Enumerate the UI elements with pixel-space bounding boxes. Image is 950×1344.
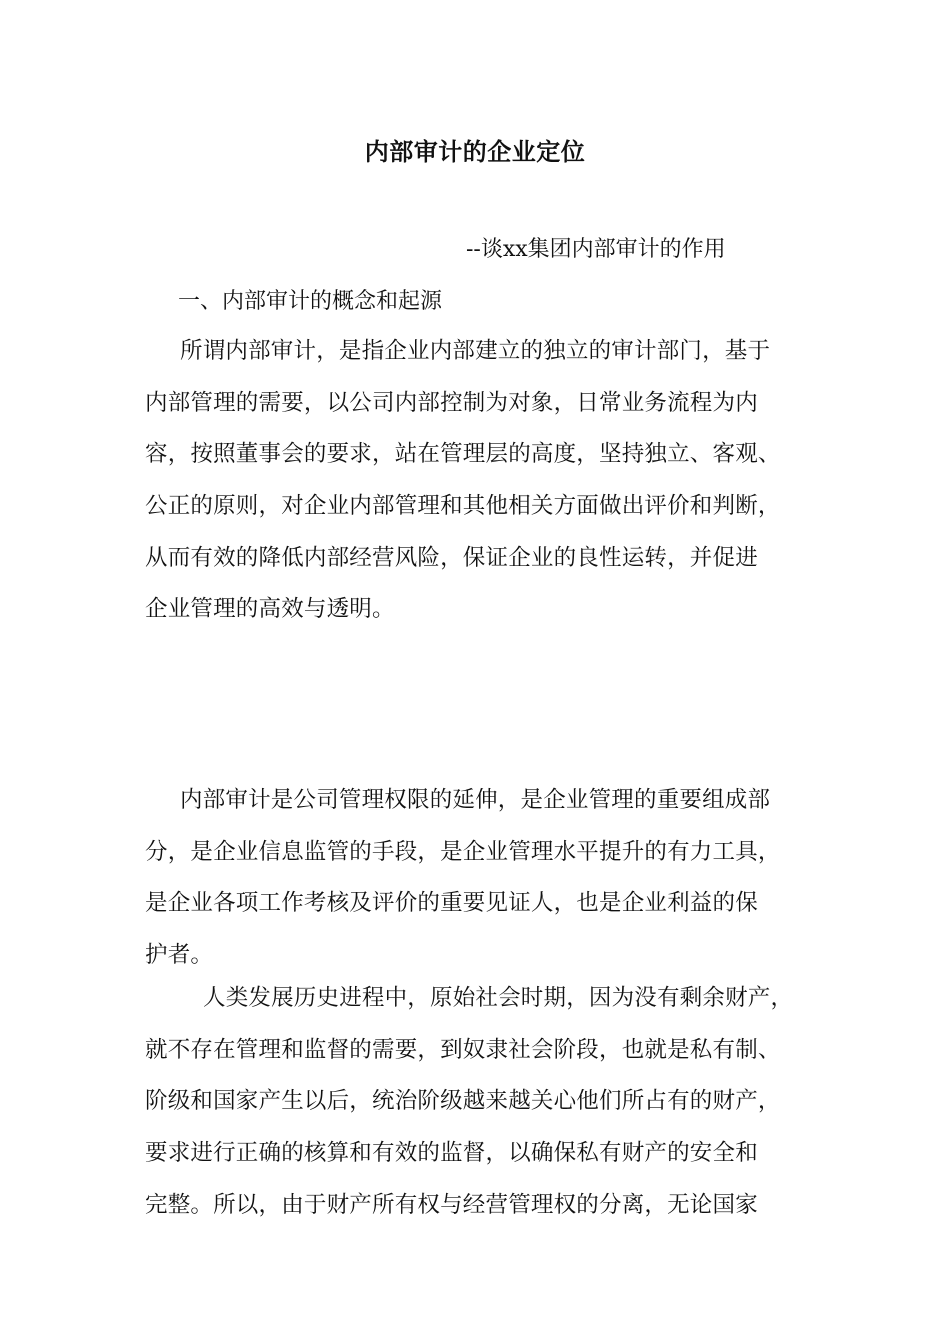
- document-subtitle: --谈xx集团内部审计的作用: [466, 237, 726, 262]
- paragraph-definition: [145, 326, 815, 636]
- paragraph-line: 分，是企业信息监管的手段，是企业管理水平提升的有力工具，: [145, 838, 781, 865]
- document-title: 内部审计的企业定位: [364, 138, 586, 166]
- paragraph-line: 内部审计是公司管理权限的延伸，是企业管理的重要组成部: [180, 787, 771, 813]
- paragraph-role: [145, 775, 815, 982]
- paragraph-line: 就不存在管理和监督的需要，到奴隶社会阶段，也就是私有制、: [145, 1036, 781, 1063]
- paragraph-line: 从而有效的降低内部经营风险，保证企业的良性运转，并促进: [145, 544, 758, 571]
- paragraph-line: 阶级和国家产生以后，统治阶级越来越关心他们所占有的财产，: [145, 1088, 781, 1115]
- paragraph-line: 容，按照董事会的要求，站在管理层的高度，坚持独立、客观、: [145, 441, 781, 468]
- section-heading: 一、内部审计的概念和起源: [178, 289, 443, 314]
- paragraph-line: 公正的原则，对企业内部管理和其他相关方面做出评价和判断，: [145, 493, 781, 520]
- paragraph-history: [145, 973, 815, 1231]
- paragraph-line: 要求进行正确的核算和有效的监督，以确保私有财产的安全和: [145, 1140, 758, 1167]
- paragraph-line: 护者。: [145, 942, 214, 969]
- paragraph-line: 是企业各项工作考核及评价的重要见证人，也是企业利益的保: [145, 890, 758, 917]
- paragraph-line: 所谓内部审计，是指企业内部建立的独立的审计部门，基于: [180, 338, 771, 364]
- paragraph-line: 企业管理的高效与透明。: [145, 596, 395, 623]
- paragraph-line: 内部管理的需要，以公司内部控制为对象，日常业务流程为内: [145, 389, 758, 416]
- paragraph-line: 完整。所以，由于财产所有权与经营管理权的分离，无论国家: [145, 1191, 758, 1218]
- paragraph-line: 人类发展历史进程中，原始社会时期，因为没有剩余财产，: [203, 985, 794, 1011]
